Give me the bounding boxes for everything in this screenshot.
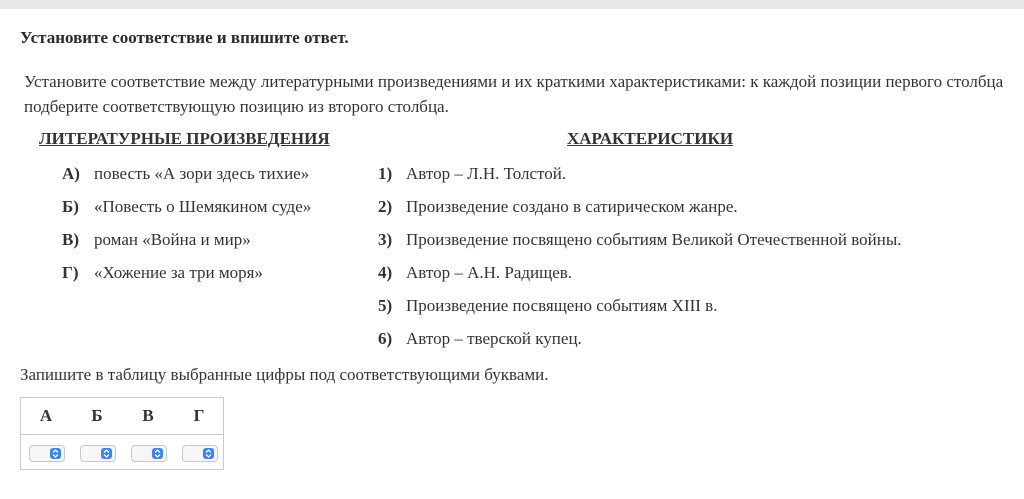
answer-header-b: Б: [91, 406, 103, 425]
right-item-marker: 2): [378, 197, 393, 216]
answer-select-b[interactable]: [80, 445, 116, 462]
right-item-marker: 3): [378, 230, 393, 249]
answer-table: [20, 397, 224, 470]
answer-select-a[interactable]: [29, 445, 65, 462]
left-column-heading: ЛИТЕРАТУРНЫЕ ПРОИЗВЕДЕНИЯ: [39, 129, 330, 148]
left-item-marker: Г): [62, 263, 79, 282]
right-item-text: Произведение посвящено событиям XIII в.: [406, 296, 718, 315]
right-item-text: Произведение создано в сатирическом жанре.: [406, 197, 738, 216]
updown-chevron-icon: [152, 448, 163, 459]
updown-chevron-icon: [203, 448, 214, 459]
answer-instruction: Запишите в таблицу выбранные цифры под соответствующими буквами.: [20, 365, 549, 384]
updown-chevron-icon: [50, 448, 61, 459]
instruction-heading: Установите соответствие и впишите ответ.: [20, 28, 349, 47]
answer-header-a: А: [39, 406, 53, 425]
left-item-text: «Хожение за три моря»: [94, 263, 263, 282]
answer-select-g[interactable]: [182, 445, 218, 462]
right-item-marker: 5): [378, 296, 393, 315]
right-column-heading: ХАРАКТЕРИСТИКИ: [567, 129, 734, 148]
right-item-marker: 6): [378, 329, 393, 348]
left-item-marker: Б): [62, 197, 79, 216]
left-item-marker: В): [62, 230, 79, 249]
left-item-text: повесть «А зори здесь тихие»: [94, 164, 310, 183]
task-text: Установите соответствие между литературными произведениями и их краткими характеристиками: к каждой позиции первого столбца подберите соответствующую позицию из второго столбца.: [24, 72, 1004, 116]
right-item-text: Автор – тверской купец.: [406, 329, 582, 348]
answer-header-g: Г: [193, 406, 205, 425]
left-item-marker: А): [62, 164, 80, 183]
top-bar: [0, 0, 1024, 9]
answer-select-v[interactable]: [131, 445, 167, 462]
answer-header-v: В: [142, 406, 154, 425]
left-item-text: «Повесть о Шемякином суде»: [94, 197, 312, 216]
updown-chevron-icon: [101, 448, 112, 459]
right-item-marker: 1): [378, 164, 393, 183]
right-item-text: Автор – Л.Н. Толстой.: [406, 164, 567, 183]
right-item-marker: 4): [378, 263, 393, 282]
right-item-text: Автор – А.Н. Радищев.: [406, 263, 573, 282]
table-divider: [21, 434, 223, 435]
left-item-text: роман «Война и мир»: [94, 230, 251, 249]
right-item-text: Произведение посвящено событиям Великой Отечественной войны.: [406, 230, 902, 249]
